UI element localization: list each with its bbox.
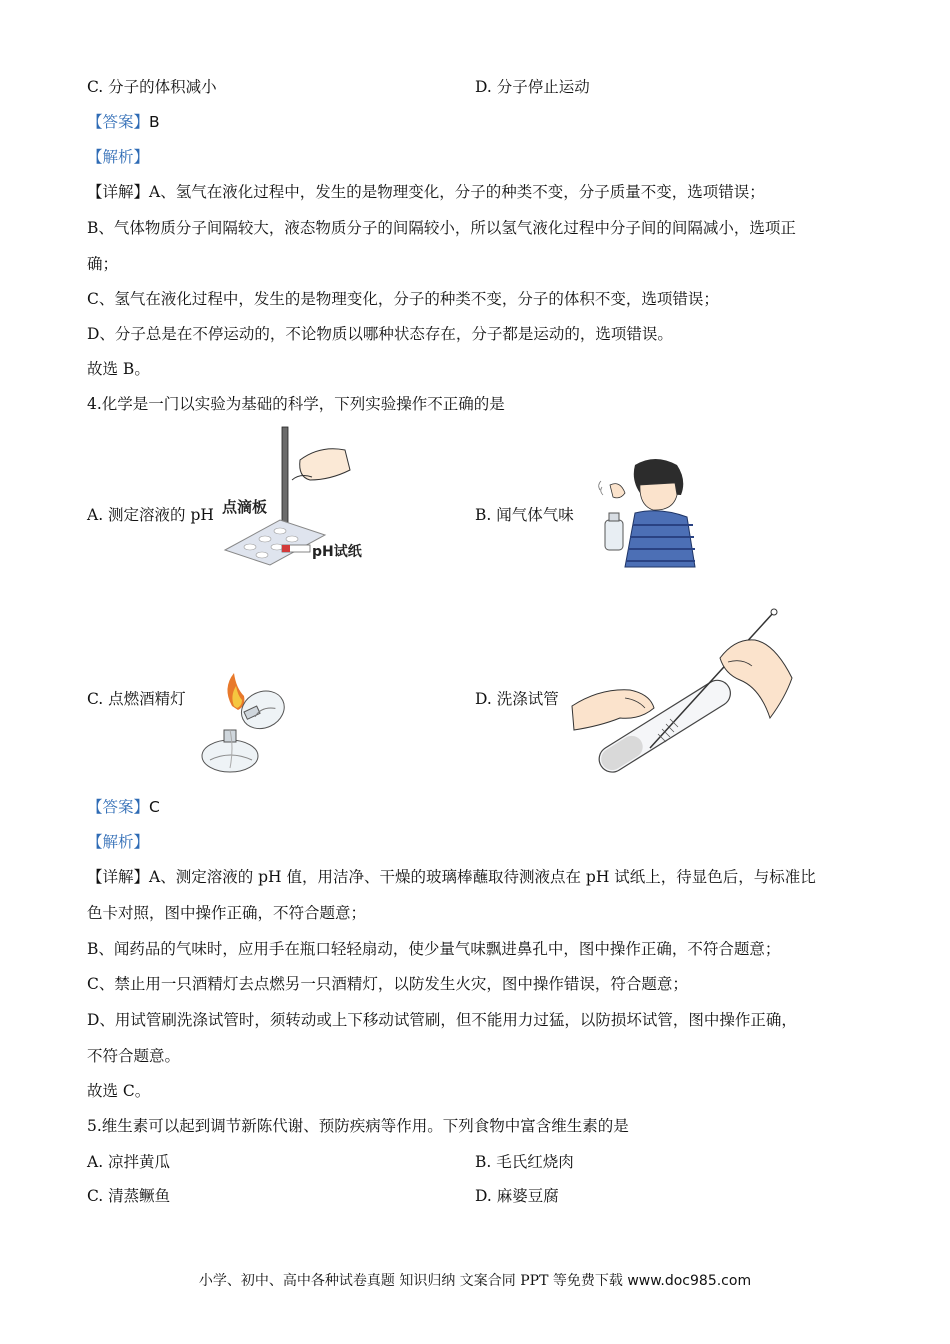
q5-option-c: C. 清蒸鳜鱼 [87, 1187, 171, 1205]
q3-analysis-tag: 【解析】 [87, 148, 150, 166]
label-ph-paper: pH试纸 [312, 544, 362, 560]
page-footer [0, 1270, 950, 1290]
q4-analysis-tag: 【解析】 [87, 833, 150, 851]
q4-detail-line-4: C、禁止用一只酒精灯去点燃另一只酒精灯，以防发生火灾，图中操作错误，符合题意； [87, 975, 688, 993]
answer-tag: 【答案】 [87, 798, 150, 816]
figure-wash-test-tube [570, 608, 798, 778]
q4-detail-line-3: B、闻药品的气味时，应用手在瓶口轻轻扇动，使少量气味飘进鼻孔中，图中操作正确，不符合题意； [87, 940, 781, 958]
q3-detail-line-2: B、气体物质分子间隔较大，液态物质分子的间隔较小，所以氢气液化过程中分子间的间隔减小，选项正 [87, 219, 796, 237]
q4-conclusion: 故选 C。 [87, 1082, 151, 1100]
detail-tag: 【详解】 [87, 183, 150, 201]
answer-tag: 【答案】 [87, 113, 150, 131]
answer-value: C [149, 798, 160, 816]
q5-option-a: A. 凉拌黄瓜 [87, 1153, 171, 1171]
q3-detail-line-5: D、分子总是在不停运动的，不论物质以哪种状态存在，分子都是运动的，选项错误。 [87, 325, 673, 343]
q3-detail-line-4: C、氢气在液化过程中，发生的是物理变化，分子的种类不变，分子的体积不变，选项错误； [87, 290, 719, 308]
wash-test-tube-illustration [570, 608, 798, 778]
figure-smell-gas [595, 455, 700, 570]
q3-option-d: D. 分子停止运动 [475, 78, 590, 96]
detail-tag: 【详解】 [87, 868, 150, 886]
figure-alcohol-lamp [192, 668, 292, 776]
q4-option-b: B. 闻气体气味 [475, 506, 574, 524]
q4-stem: 4.化学是一门以实验为基础的科学，下列实验操作不正确的是 [87, 395, 505, 413]
smell-gas-illustration [595, 455, 700, 570]
figure-ph-test [220, 425, 380, 570]
q3-detail-line-3: 确； [87, 255, 119, 273]
q4-option-d: D. 洗涤试管 [475, 690, 559, 708]
q4-answer [87, 797, 160, 817]
footer-link[interactable]: www.doc985.com [627, 1273, 752, 1289]
q3-conclusion: 故选 B。 [87, 360, 150, 378]
q4-detail-line-6: 不符合题意。 [87, 1047, 181, 1065]
ph-test-illustration [220, 425, 380, 570]
q4-detail-line-5: D、用试管刷洗涤试管时，须转动或上下移动试管刷，但不能用力过猛，以防损坏试管，图中操作正确， [87, 1011, 797, 1029]
label-spot-plate: 点滴板 [222, 498, 268, 516]
q4-option-c: C. 点燃酒精灯 [87, 690, 186, 708]
q5-stem: 5.维生素可以起到调节新陈代谢、预防疾病等作用。下列食物中富含维生素的是 [87, 1117, 629, 1135]
q3-detail-line-1: 【详解】A、氢气在液化过程中，发生的是物理变化，分子的种类不变，分子质量不变，选项错误； [87, 183, 765, 201]
q3-option-c: C. 分子的体积减小 [87, 78, 217, 96]
alcohol-lamp-illustration [192, 668, 292, 776]
q4-detail-line-1: 【详解】A、测定溶液的 pH 值，用洁净、干燥的玻璃棒蘸取待测液点在 pH 试纸上，待显色后，与标准比 [87, 868, 816, 886]
footer-text: 小学、初中、高中各种试卷真题 知识归纳 文案合同 PPT 等免费下载 [198, 1273, 623, 1289]
q4-detail-line-2: 色卡对照，图中操作正确，不符合题意； [87, 904, 367, 922]
q4-option-a: A. 测定溶液的 pH [87, 506, 214, 524]
q5-option-d: D. 麻婆豆腐 [475, 1187, 559, 1205]
q5-option-b: B. 毛氏红烧肉 [475, 1153, 574, 1171]
q3-answer [87, 112, 160, 132]
answer-value: B [149, 113, 160, 131]
